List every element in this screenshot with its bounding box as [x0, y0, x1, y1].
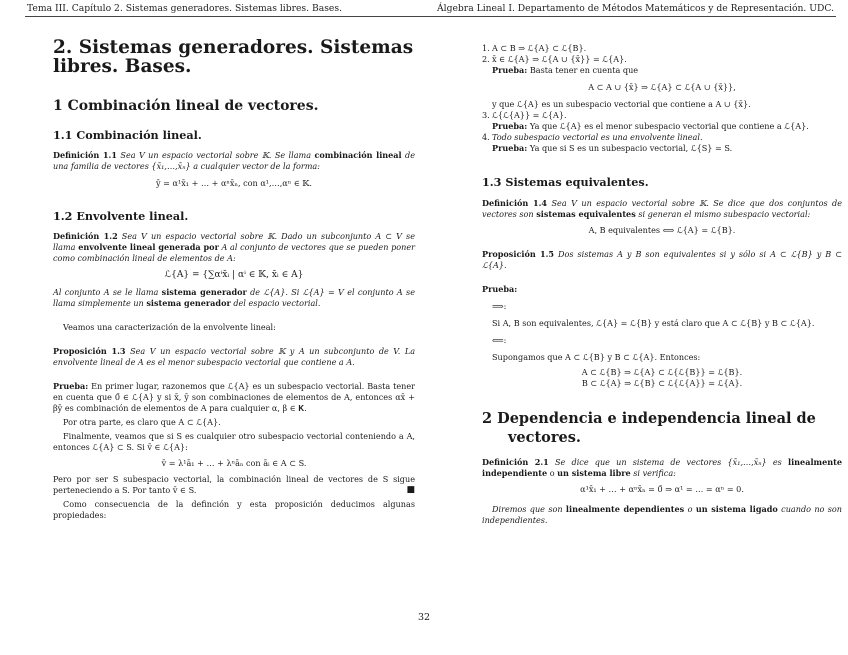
proof-heading: Prueba: — [482, 284, 518, 294]
chapter-title: 2. Sistemas generadores. Sistemas libres. Bases. — [53, 37, 414, 77]
proof-backward: Supongamos que A ⊂ ℒ{B} y B ⊂ ℒ{A}. Entonces: — [492, 352, 701, 362]
definition-2-1: Definición 2.1 Se dice que un sistema de vectores {x̄₁,…,x̄ₙ} es linealmente independiente o un sistema libre si verifica: — [482, 457, 843, 478]
subsection-1-1-heading: 1.1 Combinación lineal. — [53, 128, 202, 142]
formula-equivalent: A, B equivalentes ⟺ ℒ{A} = ℒ{B}. — [588, 225, 736, 235]
formula-inclusion-a: A ⊂ ℒ{B} ⇒ ℒ{A} ⊂ ℒ{ℒ{B}} = ℒ{B}. — [581, 367, 743, 377]
property-2-after: y que ℒ{A} es un subespacio vectorial que contiene a A ∪ {x̄}. — [492, 99, 751, 109]
page-number: 32 — [417, 612, 431, 623]
def-label: Definición 1.1 — [53, 150, 118, 160]
formula-combination: ȳ = α¹x̄₁ + … + αⁿx̄ₙ, con α¹,…,αⁿ ∈ 𝕂. — [156, 178, 312, 188]
running-header-right: Álgebra Lineal I. Departamento de Métodos Matemáticos y de Representación. UDC. — [437, 3, 834, 14]
formula-independence: α¹x̄₁ + … + αⁿx̄ₙ = 0̄ ⇒ α¹ = … = αⁿ = 0. — [580, 484, 744, 494]
property-3-proof: Prueba: Ya que ℒ{A} es el menor subespacio vectorial que contiene a ℒ{A}. — [492, 121, 809, 131]
formula-v: v̄ = λ¹ā₁ + … + λⁿāₙ con āᵢ ∈ A ⊂ S. — [161, 458, 307, 468]
veamos-paragraph: Veamos una caracterización de la envolvente lineal: — [63, 322, 276, 332]
proof-forward: Si A, B son equivalentes, ℒ{A} = ℒ{B} y está claro que A ⊂ ℒ{B} y B ⊂ ℒ{A}. — [492, 318, 815, 328]
formula-inclusion-b: B ⊂ ℒ{A} ⇒ ℒ{B} ⊂ ℒ{ℒ{A}} = ℒ{A}. — [581, 378, 743, 388]
left-column — [53, 20, 415, 521]
proof-paragraph-4: Pero por ser S subespacio vectorial, la combinación lineal de vectores de S sigue perteneciendo a S. Por tanto v̄ ∈ S. ■ — [53, 474, 415, 495]
subsection-1-2-heading: 1.2 Envolvente lineal. — [53, 209, 189, 223]
definition-1-1: Definición 1.1 Sea V un espacio vectorial sobre 𝕂. Se llama combinación lineal de una familia de vectores {x̄₁,…,x̄ₙ} a cualquier vector de la forma: — [53, 150, 415, 171]
property-4-proof: Prueba: Ya que si S es un subespacio vectorial, ℒ{S} = S. — [492, 143, 733, 153]
proof-paragraph-1: Prueba: En primer lugar, razonemos que ℒ{A} es un subespacio vectorial. Basta tener en cuenta que 0̄ ∈ ℒ{A} y si x̄, ȳ son combinaciones de elementos de A, entonces αx̄ + βȳ es combinación de elementos de A para cualquier α, β ∈ 𝐊. — [53, 381, 415, 413]
implied-arrow: ⟸: — [492, 335, 507, 345]
property-3: 3. ℒ{ℒ{A}} = ℒ{A}. — [482, 110, 567, 120]
property-2-proof: Prueba: Basta tener en cuenta que — [492, 65, 639, 75]
property-1: 1. A ⊂ B ⇒ ℒ{A} ⊂ ℒ{B}. — [482, 43, 587, 53]
right-column — [482, 43, 842, 526]
implies-arrow: ⟹: — [492, 301, 507, 311]
subsection-1-3-heading: 1.3 Sistemas equivalentes. — [482, 175, 649, 189]
proof-paragraph-3: Finalmente, veamos que si S es cualquier otro subespacio vectorial conteniendo a A, entonces ℒ{A} ⊂ S. Si v̄ ∈ ℒ{A}: — [53, 431, 415, 452]
proof-paragraph-2: Por otra parte, es claro que A ⊂ ℒ{A}. — [63, 417, 221, 427]
header-rule — [25, 16, 836, 17]
qed-square: ■ — [406, 485, 415, 495]
section-2-heading: 2 Dependencia e independencia lineal de vectores. — [482, 410, 816, 446]
dependence-paragraph: Diremos que son linealmente dependientes o un sistema ligado cuando no son independientes. — [482, 504, 843, 525]
formula-union: A ⊂ A ∪ {x̄} ⇒ ℒ{A} ⊂ ℒ{A ∪ {x̄}}, — [588, 82, 736, 92]
proposition-1-3: Proposición 1.3 Sea V un espacio vectorial sobre 𝕂 y A un subconjunto de V. La envolvente lineal de A es el menor subespacio vectorial que contiene a A. — [53, 346, 416, 367]
property-2: 2. x̄ ∈ ℒ{A} ⇒ ℒ{A ∪ {x̄}} = ℒ{A}. — [482, 54, 627, 64]
running-header-left: Tema III. Capítulo 2. Sistemas generadores. Sistemas libres. Bases. — [27, 3, 343, 14]
proposition-1-5: Proposición 1.5 Dos sistemas A y B son equivalentes si y sólo si A ⊂ ℒ{B} y B ⊂ ℒ{A}. — [482, 249, 842, 270]
section-1-heading: 1 Combinación lineal de vectores. — [53, 98, 319, 114]
definition-1-4: Definición 1.4 Sea V un espacio vectorial sobre 𝕂. Se dice que dos conjuntos de vectores son sistemas equivalentes si generan el mismo subespacio vectorial: — [482, 198, 842, 219]
property-4: 4. Todo subespacio vectorial es una envolvente lineal. — [482, 132, 703, 142]
consequence-paragraph: Como consecuencia de la definción y esta proposición deducimos algunas propiedades: — [53, 499, 415, 520]
formula-span: ℒ{A} = {∑αⁱx̄ᵢ | αⁱ ∈ 𝕂, x̄ᵢ ∈ A} — [164, 270, 304, 280]
definition-1-2: Definición 1.2 Sea V un espacio vectorial sobre 𝕂. Dado un subconjunto A ⊂ V se llama envolvente lineal generada por A al conjunto de vectores que se pueden poner como combinación lineal de elementos de A: — [53, 231, 416, 263]
definition-1-2-generator: Al conjunto A se le llama sistema generador de ℒ{A}. Si ℒ{A} = V el conjunto A se llama simplemente un sistema generador del espacio vectorial. — [53, 287, 415, 308]
